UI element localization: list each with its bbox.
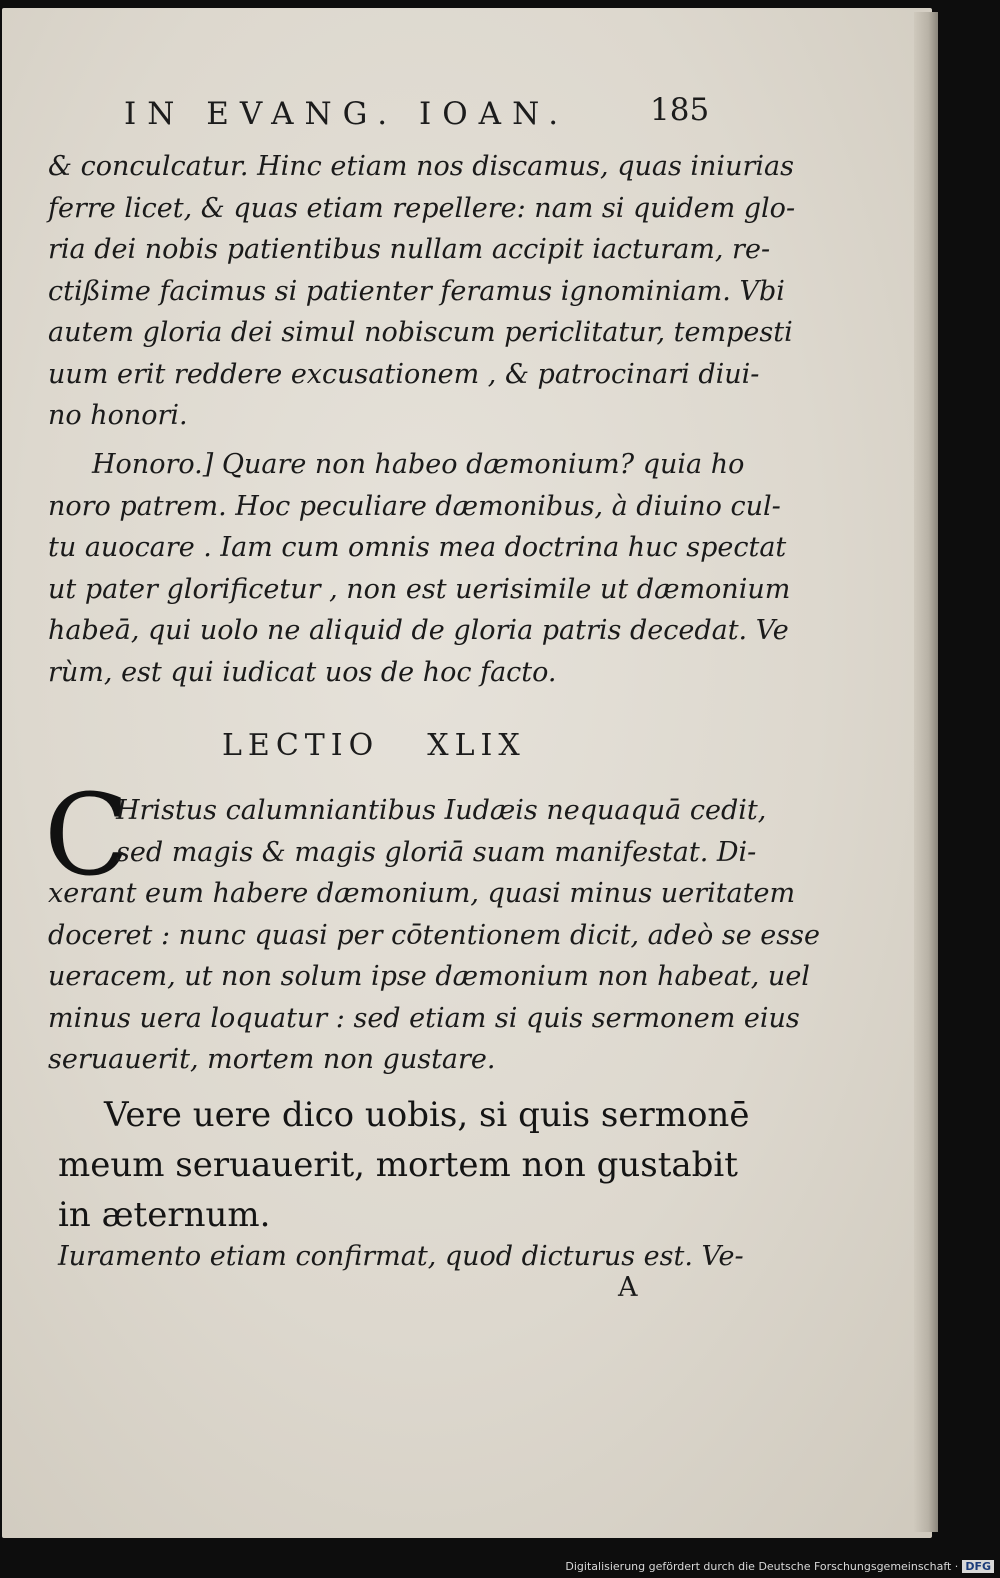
page-edge	[914, 12, 938, 1532]
text-line: ut pater glorificetur , non est uerisimile ut dæmonium	[48, 573, 791, 605]
text-line: noro patrem. Hoc peculiare dæmonibus, à diuino cul-	[48, 490, 781, 522]
text-line: Honoro.] Quare non habeo dæmonium? quia ho	[92, 449, 745, 480]
text-line: xerant eum habere dæmonium, quasi minus ueritatem	[48, 878, 796, 909]
signature-mark: A	[618, 1272, 638, 1303]
scripture-verse	[58, 1090, 750, 1240]
text-line: Hristus calumniantibus Iudæis nequaquā cedit,	[116, 795, 767, 826]
paragraph-1	[48, 146, 796, 437]
text-line: sed magis & magis gloriā suam manifestat. Di-	[116, 836, 757, 868]
verse-line: Vere uere dico uobis, si quis sermonē	[104, 1095, 750, 1135]
verse-line: in æternum.	[58, 1195, 271, 1235]
text-line: doceret : nunc quasi per cōtentionem dicit, adeò se esse	[48, 919, 820, 951]
dfg-logo: DFG	[962, 1560, 994, 1573]
text-line: rùm, est qui iudicat uos de hoc facto.	[48, 656, 557, 688]
text-line: ria dei nobis patientibus nullam accipit iacturam, re-	[48, 234, 771, 265]
text-line: ctißime facimus si patienter feramus ignominiam. Vbi	[48, 275, 785, 307]
running-title: IN EVANG. IOAN.	[124, 96, 570, 132]
text-line: minus uera loquatur : sed etiam si quis sermonem eius	[48, 1002, 800, 1034]
text-line: habeā, qui uolo ne aliquid de gloria patris decedat. Ve	[48, 615, 789, 646]
heading-word: LECTIO	[222, 728, 380, 763]
text-line: ferre licet, & quas etiam repellere: nam si quidem glo-	[48, 192, 796, 224]
text-line: & conculcatur. Hinc etiam nos discamus, quas iniurias	[48, 151, 794, 182]
text-line: autem gloria dei simul nobiscum periclitatur, tempesti	[48, 317, 793, 348]
text-line: seruauerit, mortem non gustare.	[48, 1044, 496, 1075]
page-number: 185	[650, 92, 710, 128]
footer-credit: Digitalisierung gefördert durch die Deutsche Forschungsgemeinschaft ·	[565, 1560, 959, 1573]
heading-numeral: XLIX	[427, 728, 526, 763]
digitization-footer	[559, 1555, 1000, 1578]
drop-cap-initial: C	[44, 771, 130, 901]
text-line: tu auocare . Iam cum omnis mea doctrina huc spectat	[48, 532, 787, 563]
text-line: uum erit reddere excusationem , & patrocinari diui-	[48, 358, 760, 390]
text-line: Iuramento etiam confirmat, quod dicturus est. Ve-	[58, 1241, 744, 1272]
verse-line: meum seruauerit, mortem non gustabit	[58, 1145, 738, 1185]
paragraph-2	[48, 444, 791, 693]
paragraph-3	[48, 790, 820, 1081]
text-line: ueracem, ut non solum ipse dæmonium non habeat, uel	[48, 961, 810, 992]
text-line: no honori.	[48, 400, 188, 431]
section-heading	[222, 728, 574, 763]
